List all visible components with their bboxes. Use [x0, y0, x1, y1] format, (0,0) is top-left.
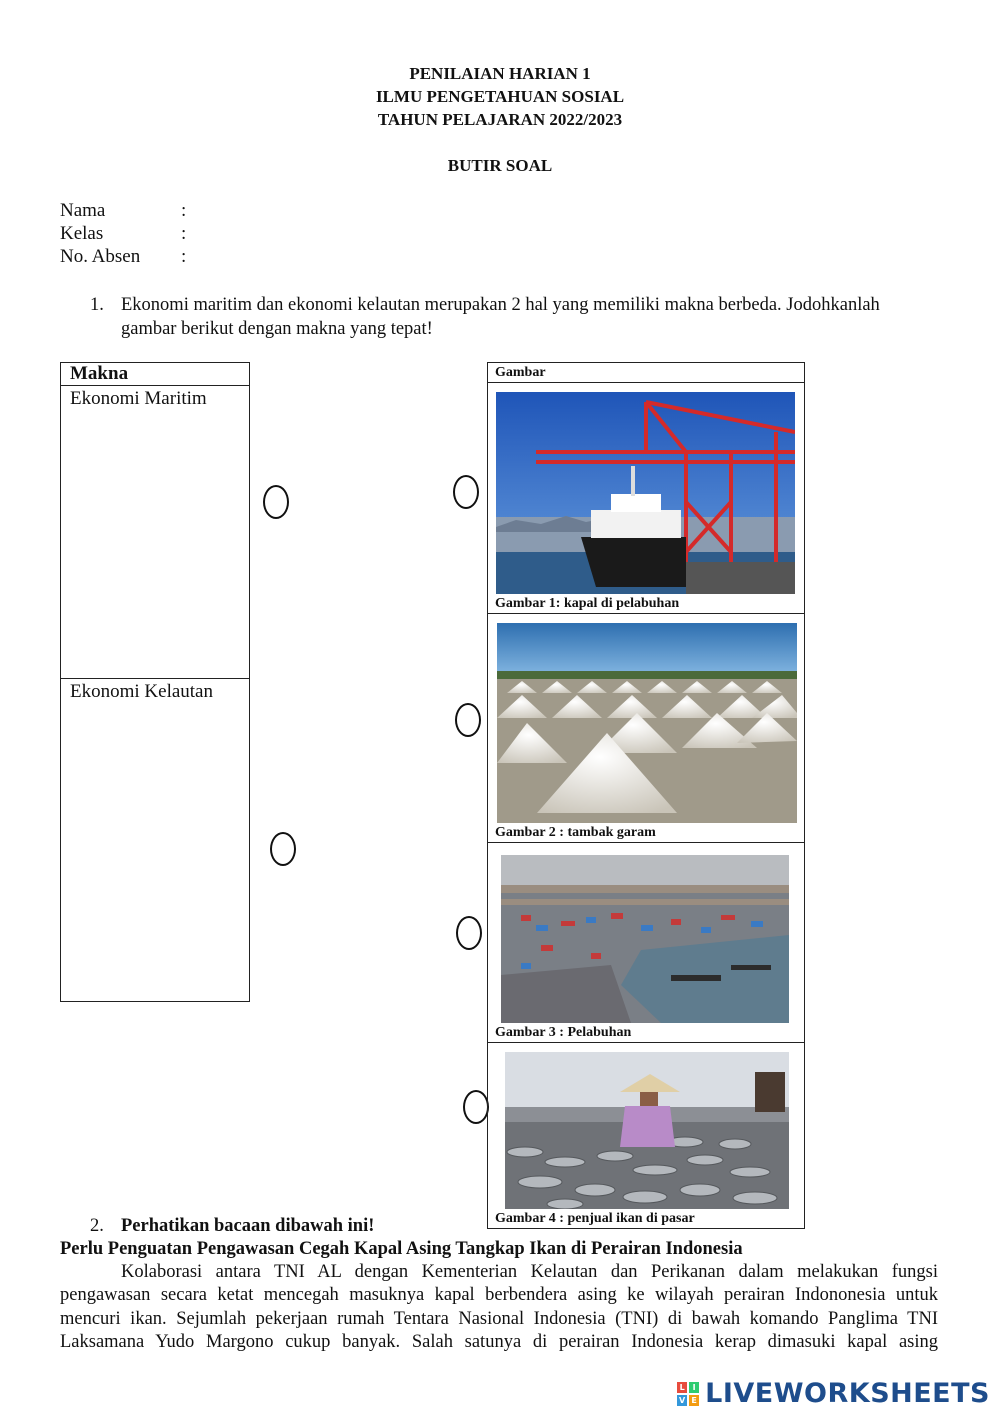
makna-ekonomi-kelautan: [61, 679, 249, 1001]
makna-ekonomi-maritim: [61, 386, 249, 679]
absen-label: No. Absen: [60, 246, 141, 267]
title-line-1: PENILAIAN HARIAN 1: [409, 64, 591, 83]
article-line-1: Kolaborasi antara TNI AL dengan Kementerian Kelautan dan Perikanan dalam melakukan fungsi: [121, 1262, 938, 1282]
gambar-header: Gambar: [488, 363, 804, 383]
match-dot-gambar-2[interactable]: [455, 703, 481, 737]
fish-seller-image: [505, 1052, 789, 1209]
ship-port-image: [496, 392, 795, 594]
makna-header: Makna: [61, 363, 249, 386]
name-colon: :: [181, 200, 187, 221]
question-1-number: 1.: [90, 295, 104, 315]
logo-text: LIVEWORKSHEETS: [705, 1378, 990, 1409]
gambar-1-caption: Gambar 1: kapal di pelabuhan: [495, 596, 680, 611]
makna-table: [60, 362, 250, 1002]
match-dot-ekonomi-kelautan[interactable]: [270, 832, 296, 866]
question-1-line-2: gambar berikut dengan makna yang tepat!: [121, 319, 433, 339]
match-dot-ekonomi-maritim[interactable]: [263, 485, 289, 519]
gambar-3-caption: Gambar 3 : Pelabuhan: [495, 1025, 632, 1040]
gambar-4-caption: Gambar 4 : penjual ikan di pasar: [495, 1211, 695, 1226]
absen-colon: :: [181, 246, 187, 267]
name-label: Nama: [60, 200, 106, 221]
question-2-number: 2.: [90, 1216, 104, 1236]
gambar-row-1: [488, 383, 804, 614]
gambar-row-4: [488, 1043, 804, 1228]
article-line-3: mencuri ikan. Sejumlah pekerjaan rumah Tentara Nasional Indonesia (TNI) di bawah komando Panglima TNI: [60, 1309, 938, 1329]
harbor-aerial-image: [501, 855, 789, 1023]
class-label: Kelas: [60, 223, 104, 244]
gambar-2-caption: Gambar 2 : tambak garam: [495, 825, 656, 840]
salt-ponds-image: [497, 623, 797, 823]
gambar-table: [487, 362, 805, 1229]
match-dot-gambar-1[interactable]: [453, 475, 479, 509]
logo-icon: L I V E: [677, 1382, 699, 1406]
subtitle: BUTIR SOAL: [447, 156, 553, 175]
gambar-row-2: [488, 614, 804, 843]
makna-item-label: Ekonomi Maritim: [70, 388, 207, 409]
question-2-prompt: Perhatikan bacaan dibawah ini!: [121, 1216, 375, 1236]
title-line-3: TAHUN PELAJARAN 2022/2023: [377, 110, 623, 129]
match-dot-gambar-3[interactable]: [456, 916, 482, 950]
liveworksheets-logo: [677, 1378, 990, 1409]
article-title: Perlu Penguatan Pengawasan Cegah Kapal Asing Tangkap Ikan di Perairan Indonesia: [60, 1239, 743, 1259]
makna-item-label: Ekonomi Kelautan: [70, 681, 213, 702]
gambar-row-3: [488, 843, 804, 1043]
article-line-4: Laksamana Yudo Margono cukup banyak. Salah satunya di perairan Indonesia kerap dimasuki kapal asing: [60, 1332, 938, 1352]
match-dot-gambar-4[interactable]: [463, 1090, 489, 1124]
question-1-line-1: Ekonomi maritim dan ekonomi kelautan merupakan 2 hal yang memiliki makna berbeda. Jodohkanlah: [121, 295, 880, 315]
article-line-2: pengawasan secara ketat mencegah masuknya kapal berbendera asing ke wilayah perairan Indononesia untuk: [60, 1285, 938, 1305]
class-colon: :: [181, 223, 187, 244]
title-line-2: ILMU PENGETAHUAN SOSIAL: [375, 87, 625, 106]
